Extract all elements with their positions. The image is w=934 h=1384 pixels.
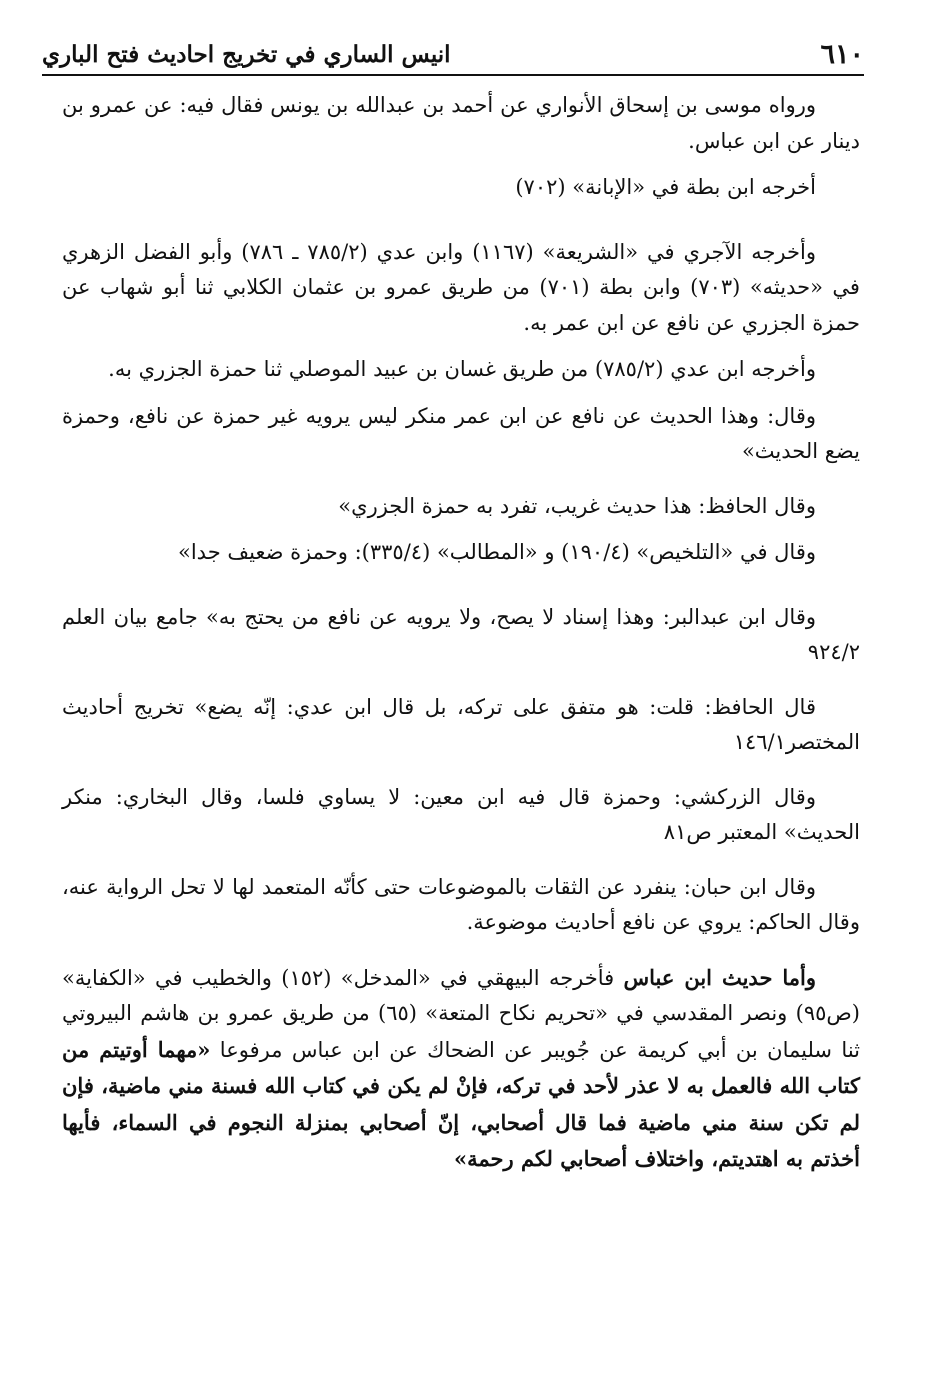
- running-title: انيس الساري في تخريج احاديث فتح الباري: [42, 41, 451, 68]
- paragraph-8: وقال ابن عبدالبر: وهذا إسناد لا يصح، ولا يرويه عن نافع من يحتج به» جامع بيان العلم ٩٢٤/٢: [62, 604, 860, 664]
- paragraph-2: أخرجه ابن بطة في «الإبانة» (٧٠٢): [515, 175, 816, 199]
- hadith-quote: «مهما أوتيتم من كتاب الله فالعمل به لا عذر لأحد في تركه، فإنْ لم يكن في كتاب الله فسنة مني ماضية، فإن لم تكن سنة مني ماضية فما قال أصحابي، إنّ أصحابي بمنزلة النجوم في السماء، فأيها أخذتم به اهتديتم، واختلاف أصحابي لكم رحمة»: [62, 1036, 860, 1171]
- paragraph-3: وأخرجه الآجري في «الشريعة» (١١٦٧) وابن عدي (٧٨٥/٢ ـ ٧٨٦) وأبو الفضل الزهري في «حديثه» (٧٠٣) وابن بطة (٧٠١) من طريق عمرو بن عثمان الكلابي ثنا أبو شهاب عن حمزة الجزري عن نافع عن ابن عمر به.: [62, 239, 860, 335]
- paragraph-6: وقال الحافظ: هذا حديث غريب، تفرد به حمزة الجزري»: [338, 493, 816, 518]
- paragraph-12-body: فأخرجه البيهقي في «المدخل» (١٥٢) والخطيب في «الكفاية» (ص٩٥) ونصر المقدسي في «تحريم نكاح المتعة» (٦٥) من طريق عمرو بن هاشم البيروتي ثنا سليمان بن أبي كريمة عن جُويبر عن الضحاك عن ابن عباس مرفوعا: [62, 965, 860, 1062]
- paragraph-11: وقال ابن حبان: ينفرد عن الثقات بالموضوعات حتى كأنّه المتعمد لها لا تحل الرواية عنه، وقال الحاكم: يروي عن نافع أحاديث موضوعة.: [62, 874, 860, 934]
- paragraph-12: [62, 960, 860, 1178]
- paragraph-4: وأخرجه ابن عدي (٧٨٥/٢) من طريق غسان بن عبيد الموصلي ثنا حمزة الجزري به.: [108, 357, 816, 381]
- paragraph-5: وقال: وهذا الحديث عن نافع عن ابن عمر منكر ليس يرويه غير حمزة عن نافع، وحمزة يضع الحديث»: [62, 403, 860, 463]
- paragraph-9: قال الحافظ: قلت: هو متفق على تركه، بل قال ابن عدي: إنّه يضع» تخريج أحاديث المختصر١٤٦/١: [62, 694, 860, 754]
- page-body: [62, 88, 860, 1197]
- page-number: ٦١٠: [820, 39, 864, 70]
- paragraph-1: ورواه موسى بن إسحاق الأنواري عن أحمد بن عبدالله بن يونس فقال فيه: عن عمرو بن دينار عن ابن عباس.: [62, 93, 860, 153]
- page-header: [42, 24, 864, 76]
- paragraph-12-lead: وأما حديث ابن عباس: [623, 964, 816, 990]
- paragraph-7: وقال في «التلخيص» (١٩٠/٤) و «المطالب» (٣٣٥/٤): وحمزة ضعيف جدا»: [178, 540, 816, 564]
- paragraph-10: وقال الزركشي: وحمزة قال فيه ابن معين: لا يساوي فلسا، وقال البخاري: منكر الحديث» المعتبر ص٨١: [62, 784, 860, 844]
